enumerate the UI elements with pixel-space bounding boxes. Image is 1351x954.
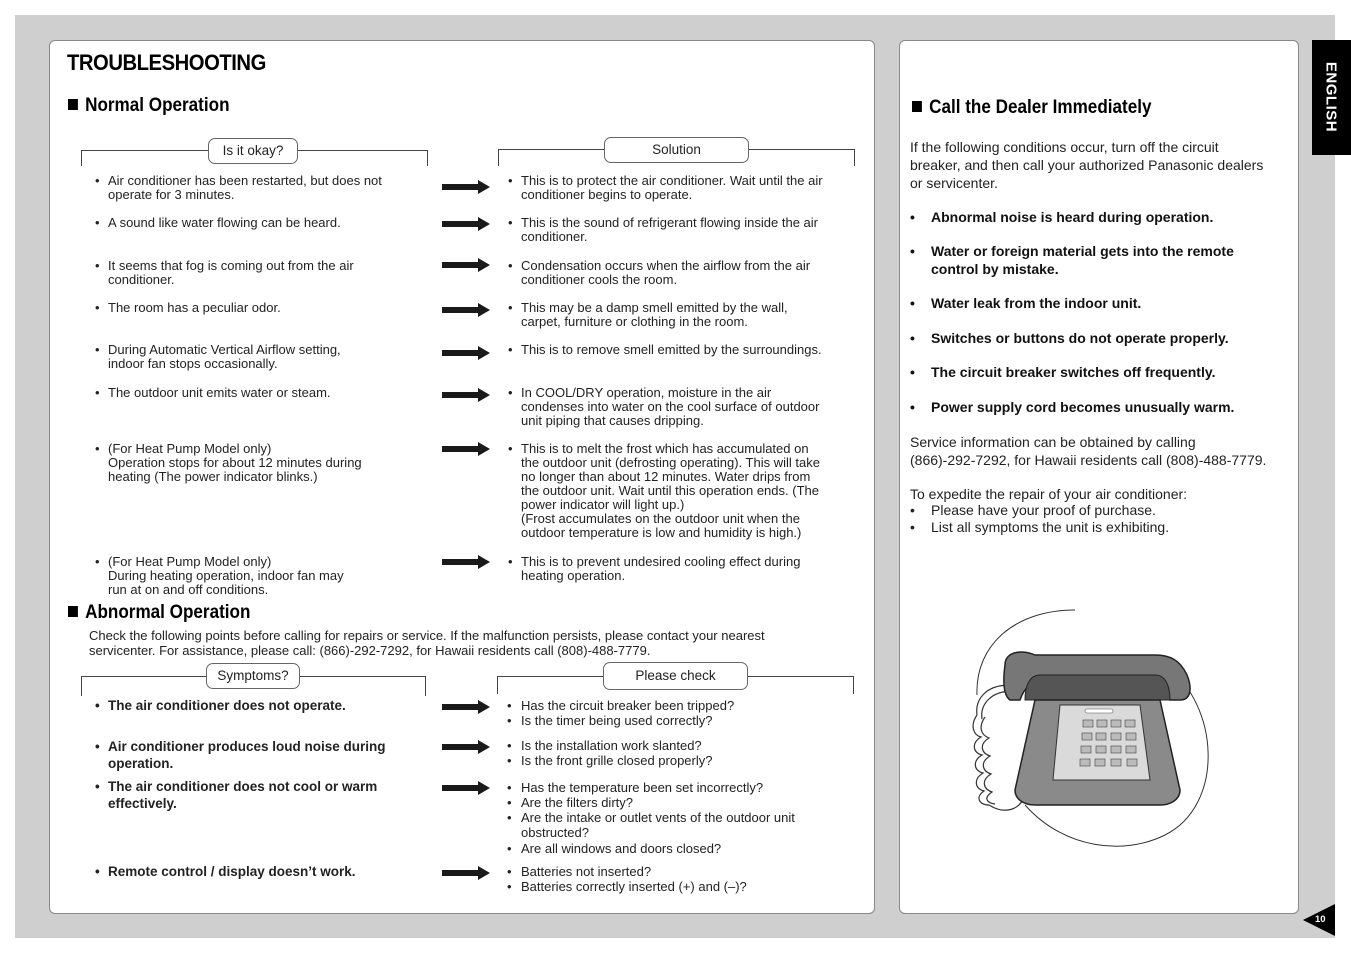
dealer-condition: • The circuit breaker switches off frequently. <box>910 363 1311 381</box>
check-item: • Is the installation work slanted? <box>507 738 702 753</box>
arrow-right-icon <box>442 180 490 194</box>
check-item: • Is the timer being used correctly? <box>507 713 712 728</box>
abnormal-operation-heading: Abnormal Operation <box>68 602 250 624</box>
abnormal-intro: Check the following points before calling for repairs or service. If the malfunction persists, please contact your nearest servicenter. For assistance, please call: (866)-292-7292, for Hawaii residents call (808)-488-7779. <box>89 628 765 658</box>
symptoms-label: Symptoms? <box>206 663 300 689</box>
check-item: • Are the intake or outlet vents of the outdoor unit obstructed? <box>507 810 841 840</box>
dealer-condition: • Power supply cord becomes unusually warm. <box>910 398 1311 416</box>
telephone-icon <box>965 605 1225 850</box>
check-item: • Has the temperature been set incorrectly? <box>507 780 763 795</box>
dealer-intro: If the following conditions occur, turn off the circuit breaker, and then call your authorized Panasonic dealers or servicenter. <box>910 139 1264 191</box>
normal-question: • During Automatic Vertical Airflow setting, indoor fan stops occasionally. <box>95 343 438 371</box>
please-check-label: Please check <box>603 662 748 690</box>
dealer-condition: • Abnormal noise is heard during operation. <box>910 208 1311 226</box>
normal-question: • A sound like water flowing can be heard. <box>95 216 438 230</box>
abnormal-symptom: • The air conditioner does not operate. <box>95 697 438 714</box>
page-number: 10 <box>1315 914 1326 925</box>
normal-solution: • This may be a damp smell emitted by the wall, carpet, furniture or clothing in the room. <box>508 301 866 329</box>
normal-solution: • Condensation occurs when the airflow from the air conditioner cools the room. <box>508 259 866 287</box>
expedite-item: • List all symptoms the unit is exhibiting. <box>910 519 1169 536</box>
normal-question: • (For Heat Pump Model only) Operation stops for about 12 minutes during heating (The power indicator blinks.) <box>95 442 438 484</box>
abnormal-symptom: • The air conditioner does not cool or warm effectively. <box>95 778 438 812</box>
dealer-condition: • Switches or buttons do not operate properly. <box>910 329 1311 347</box>
arrow-right-icon <box>442 346 490 360</box>
check-item: • Are the filters dirty? <box>507 795 633 810</box>
normal-question: • (For Heat Pump Model only) During heating operation, indoor fan may run at on and off conditions. <box>95 555 438 597</box>
arrow-right-icon <box>442 700 490 714</box>
arrow-right-icon <box>442 866 490 880</box>
normal-question: • It seems that fog is coming out from the air conditioner. <box>95 259 438 287</box>
check-item: • Is the front grille closed properly? <box>507 753 712 768</box>
dealer-condition: • Water or foreign material gets into the remote control by mistake. <box>910 242 1311 278</box>
normal-question: • The room has a peculiar odor. <box>95 301 438 315</box>
arrow-right-icon <box>442 388 490 402</box>
page-title: TROUBLESHOOTING <box>67 50 266 75</box>
arrow-right-icon <box>442 555 490 569</box>
check-item: • Batteries not inserted? <box>507 864 651 879</box>
normal-solution: • This is to remove smell emitted by the surroundings. <box>508 343 866 357</box>
language-tab-label: ENGLISH <box>1322 61 1340 133</box>
abnormal-symptom: • Remote control / display doesn’t work. <box>95 863 438 880</box>
arrow-right-icon <box>442 217 490 231</box>
expedite-intro: To expedite the repair of your air conditioner: <box>910 486 1188 502</box>
is-it-okay-label: Is it okay? <box>208 138 298 164</box>
normal-operation-heading: Normal Operation <box>68 95 230 117</box>
normal-solution: • In COOL/DRY operation, moisture in the air condenses into water on the cool surface of outdoor unit piping that causes dripping. <box>508 386 866 428</box>
arrow-right-icon <box>442 442 490 456</box>
service-info: Service information can be obtained by calling (866)-292-7292, for Hawaii residents call (808)-488-7779. <box>910 434 1267 468</box>
normal-question: • The outdoor unit emits water or steam. <box>95 386 438 400</box>
arrow-right-icon <box>442 303 490 317</box>
dealer-condition: • Water leak from the indoor unit. <box>910 294 1311 312</box>
normal-solution: • This is to melt the frost which has accumulated on the outdoor unit (defrosting operating). This will take no longer than about 12 minutes. Water drips from the outdoor unit. Wait until this operation ends. (The power indicator will light up.) (Frost accumulates on the outdoor unit when the outdoor temperature is low and humidity is high.) <box>508 442 866 540</box>
expedite-item: • Please have your proof of purchase. <box>910 502 1156 519</box>
abnormal-symptom: • Air conditioner produces loud noise during operation. <box>95 738 438 772</box>
arrow-right-icon <box>442 740 490 754</box>
arrow-right-icon <box>442 258 490 272</box>
arrow-right-icon <box>442 781 490 795</box>
normal-solution: • This is the sound of refrigerant flowing inside the air conditioner. <box>508 216 866 244</box>
call-dealer-heading: Call the Dealer Immediately <box>912 97 1151 119</box>
check-item: • Has the circuit breaker been tripped? <box>507 698 734 713</box>
check-item: • Batteries correctly inserted (+) and (–)? <box>507 879 747 894</box>
normal-solution: • This is to protect the air conditioner. Wait until the air conditioner begins to operate. <box>508 174 866 202</box>
check-item: • Are all windows and doors closed? <box>507 841 721 856</box>
normal-question: • Air conditioner has been restarted, but does not operate for 3 minutes. <box>95 174 438 202</box>
normal-solution: • This is to prevent undesired cooling effect during heating operation. <box>508 555 866 583</box>
solution-label: Solution <box>604 137 749 163</box>
